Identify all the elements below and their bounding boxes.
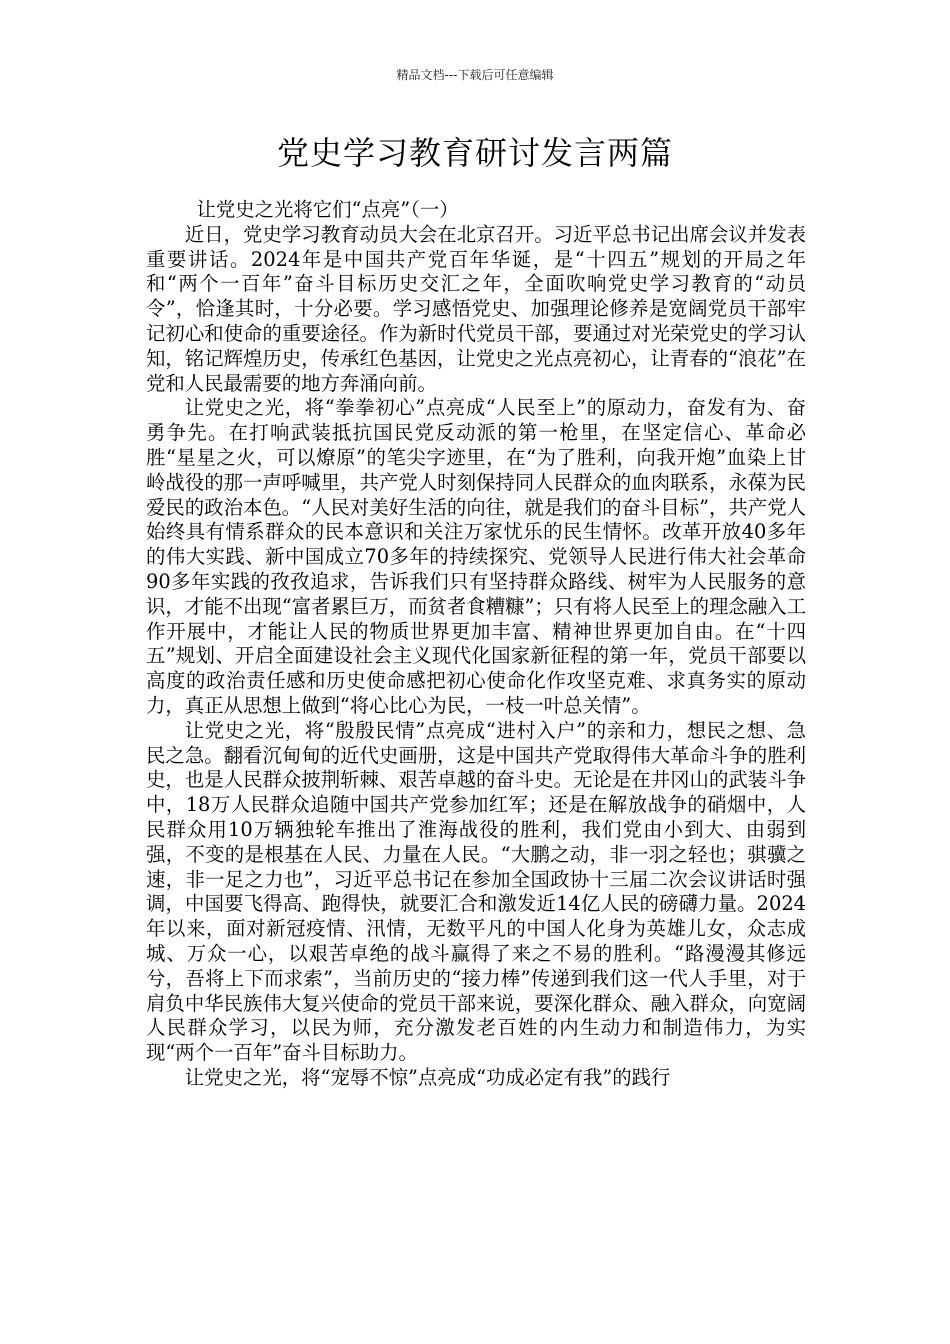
paragraph-4: 让党史之光，将“宠辱不惊”点亮成“功成必定有我”的践行: [184, 1065, 671, 1089]
document-body: [146, 198, 806, 1091]
section-subtitle: 让党史之光将它们“点亮”（一）: [196, 198, 459, 221]
document-title: 党史学习教育研讨发言两篇: [276, 134, 673, 172]
paragraph-1: 近日，党史学习教育动员大会在北京召开。习近平总书记出席会议并发表重要讲话。2024年是中国共产党百年华诞，是“十四五”规划的开局之年和“两个一百年”奋斗目标历史交汇之年，全面吹响党史学习教育的“动员令”，恰逢其时，十分必要。学习感悟党史、加强理论修养是宽阔党员干部牢记初心和使命的重要途径。作为新时代党员干部，要通过对光荣党史的学习认知，铭记辉煌历史，传承红色基因，让党史之光点亮初心，让青春的“浪花”在党和人民最需要的地方奔涌向前。: [146, 222, 806, 395]
paragraph-2: 让党史之光，将“拳拳初心”点亮成“人民至上”的原动力，奋发有为、奋勇争先。在打响武装抵抗国民党反动派的第一枪里，在坚定信心、革命必胜“星星之火，可以燎原”的笔尖字迹里，在“为了胜利，向我开炮”血染上甘岭战役的那一声呼喊里，共产党人时刻保持同人民群众的血肉联系，永葆为民爱民的政治本色。“人民对美好生活的向往，就是我们的奋斗目标”，共产党人始终具有情系群众的民本意识和关注万家忧乐的民生情怀。改革开放40多年的伟大实践、新中国成立70多年的持续探究、党领导人民进行伟大社会革命90多年实践的孜孜追求，告诉我们只有坚持群众路线、树牢为人民服务的意识，才能不出现“富者累巨万，而贫者食糟糠”；只有将人民至上的理念融入工作开展中，才能让人民的物质世界更加丰富、精神世界更加自由。在“十四五”规划、开启全面建设社会主义现代化国家新征程的第一年，党员干部要以高度的政治责任感和历史使命感把初心使命化作攻坚克难、求真务实的原动力，真正从思想上做到“将心比心为民，一枝一叶总关情”。: [146, 396, 806, 717]
paragraph-3: 让党史之光，将“殷殷民情”点亮成“进村入户”的亲和力，想民之想、急民之急。翻看沉甸甸的近代史画册，这是中国共产党取得伟大革命斗争的胜利史，也是人民群众披荆斩棘、艰苦卓越的奋斗史。无论是在井冈山的武装斗争中，18万人民群众追随中国共产党参加红军；还是在解放战争的硝烟中，人民群众用10万辆独轮车推出了淮海战役的胜利，我们党由小到大、由弱到强，不变的是根基在人民、力量在人民。“大鹏之动，非一羽之轻也；骐骥之速，非一足之力也”，习近平总书记在参加全国政协十三届二次会议讲话时强调，中国要飞得高、跑得快，就要汇合和激发近14亿人民的磅礴力量。2024年以来，面对新冠疫情、汛情，无数平凡的中国人化身为英雄儿女，众志成城、万众一心，以艰苦卓绝的战斗赢得了来之不易的胜利。“路漫漫其修远兮，吾将上下而求索”，当前历史的“接力棒”传递到我们这一代人手里，对于肩负中华民族伟大复兴使命的党员干部来说，要深化群众、融入群众，向宽阔人民群众学习，以民为师，充分激发老百姓的内生动力和制造伟力，为实现“两个一百年”奋斗目标助力。: [146, 718, 806, 1065]
header-note: 精品文档---下载后可任意编辑: [396, 68, 554, 82]
